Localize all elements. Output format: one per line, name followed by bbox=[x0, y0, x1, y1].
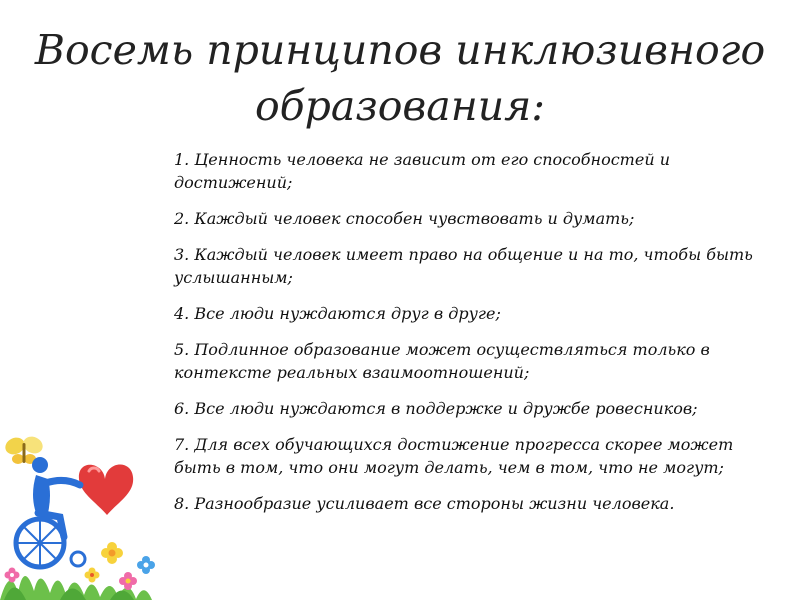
principles-list bbox=[174, 148, 774, 528]
principle-item-5: 5. Подлинное образование может осуществляться только в контексте реальных взаимоотношений; bbox=[174, 340, 710, 382]
principle-item-1: 1. Ценность человека не зависит от его способностей и достижений; bbox=[174, 150, 671, 192]
principle-item-2: 2. Каждый человек способен чувствовать и думать; bbox=[174, 209, 635, 228]
inclusion-illustration bbox=[0, 425, 175, 600]
slide-title-line-1: Восемь принципов инклюзивного bbox=[34, 26, 766, 74]
slide-title bbox=[0, 22, 800, 134]
principle-item-4: 4. Все люди нуждаются друг в друге; bbox=[174, 304, 501, 323]
heart-icon bbox=[79, 464, 133, 515]
principle-item-7: 7. Для всех обучающихся достижение прогресса скорее может быть в том, что они могут делать, чем в том, что не могут; bbox=[174, 435, 734, 477]
principle-item-8: 8. Разнообразие усиливает все стороны жизни человека. bbox=[174, 494, 675, 513]
slide-title-line-2: образования: bbox=[254, 82, 546, 130]
wheelchair-figure-icon bbox=[16, 457, 85, 567]
principle-item-3: 3. Каждый человек имеет право на общение и на то, чтобы быть услышанным; bbox=[174, 245, 753, 287]
principle-item-6: 6. Все люди нуждаются в поддержке и дружбе ровесников; bbox=[174, 399, 698, 418]
